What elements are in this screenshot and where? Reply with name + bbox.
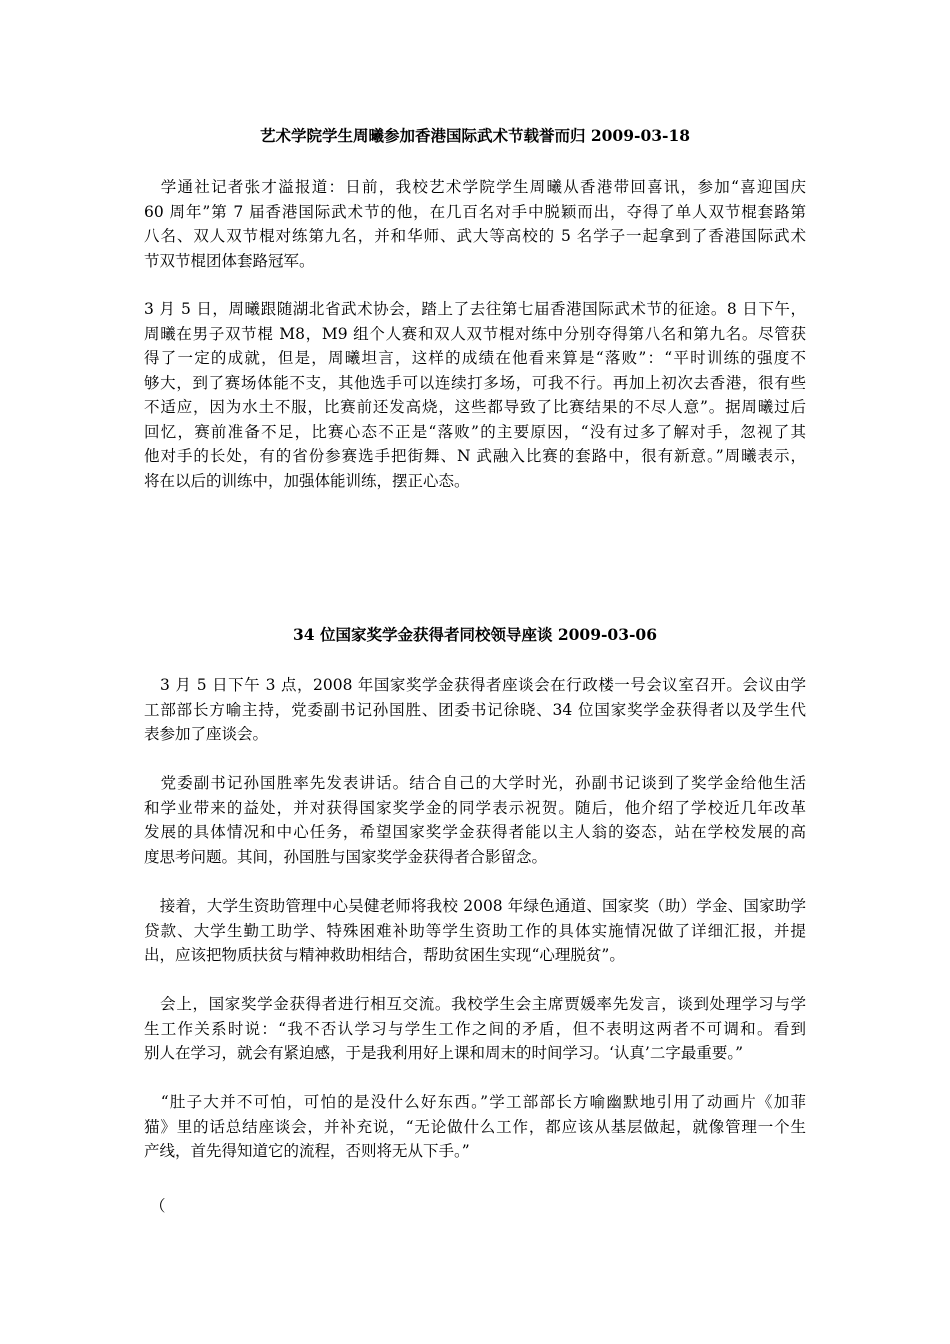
article-2-title: 34 位国家奖学金获得者同校领导座谈 2009-03-06 — [292, 625, 657, 644]
text-line: 3 月 5 日下午 3 点，2008 年国家奖学金获得者座谈会在行政楼一号会议室召开。会议由学 — [144, 676, 806, 694]
text-line: 60 周年”第 7 届香港国际武术节的他，在几百名对手中脱颖而出，夺得了单人双节棍套路第 — [144, 202, 806, 221]
text-line: 党委副书记孙国胜率先发表讲话。结合自己的大学时光，孙副书记谈到了奖学金给他生活 — [144, 774, 806, 792]
text-line: 节双节棍团体套路冠军。 — [144, 251, 315, 270]
text-line: 别人在学习，就会有紧迫感，于是我利用好上课和周末的时间学习。‘认真’二字最重要。” — [144, 1044, 744, 1062]
text-line: 八名、双人双节棍对练第九名，并和华师、武大等高校的 5 名学子一起拿到了香港国际武术 — [144, 227, 806, 245]
text-line: 工部部长方喻主持，党委副书记孙国胜、团委书记徐晓、34 位国家奖学金获得者以及学生代 — [144, 700, 806, 719]
article-1-title: 艺术学院学生周曦参加香港国际武术节载誉而归 2009-03-18 — [259, 126, 691, 145]
text-line: 发展的具体情况和中心任务，希望国家奖学金获得者能以主人翁的姿态，站在学校发展的高 — [144, 823, 806, 841]
text-line: 贷款、大学生勤工助学、特殊困难补助等学生资助工作的具体实施情况做了详细汇报，并提 — [144, 921, 806, 940]
text-line: 将在以后的训练中，加强体能训练，摆正心态。 — [144, 471, 470, 490]
text-line: 学通社记者张才溢报道：日前，我校艺术学院学生周曦从香港带回喜讯，参加“喜迎国庆 — [144, 178, 806, 196]
article-1-paragraph-2 — [144, 297, 806, 493]
text-line: 产线，首先得知道它的流程，否则将无从下手。” — [144, 1142, 470, 1160]
article-1-paragraph-1 — [144, 175, 806, 273]
text-line: 接着，大学生资助管理中心吴健老师将我校 2008 年绿色通道、国家奖（助）学金、国家助学 — [144, 897, 806, 915]
text-line: 度思考问题。其间，孙国胜与国家奖学金获得者合影留念。 — [144, 847, 548, 866]
article-2-paragraph-4 — [144, 992, 806, 1066]
text-line: 猫》里的话总结座谈会，并补充说，“无论做什么工作，都应该从基层做起，就像管理一个生 — [144, 1117, 806, 1136]
article-2-paragraph-2 — [144, 771, 806, 869]
article-2-paragraph-5 — [144, 1090, 806, 1164]
article-2-paragraph-3 — [144, 894, 806, 968]
text-line: 和学业带来的益处，并对获得国家奖学金的同学表示祝贺。随后，他介绍了学校近几年改革 — [144, 798, 806, 817]
text-line: 表参加了座谈会。 — [144, 725, 269, 743]
trailing-fragment: （ — [150, 1197, 166, 1215]
text-line: 得了一定的成就，但是，周曦坦言，这样的成绩在他看来算是“落败”：“平时训练的强度不 — [144, 349, 806, 367]
text-line: 不适应，因为水土不服，比赛前还发高烧，这些都导致了比赛结果的不尽人意”。据周曦过后 — [144, 398, 806, 416]
text-line: 3 月 5 日，周曦跟随湖北省武术协会，踏上了去往第七届香港国际武术节的征途。8 日下午， — [144, 300, 806, 318]
text-line: 他对手的长处，有的省份参赛选手把街舞、N 武融入比赛的套路中，很有新意。”周曦表示， — [144, 447, 806, 465]
text-line: “肚子大并不可怕，可怕的是没什么好东西。”学工部部长方喻幽默地引用了动画片《加菲 — [144, 1093, 806, 1111]
text-line: 生工作关系时说：“我不否认学习与学生工作之间的矛盾，但不表明这两者不可调和。看到 — [144, 1019, 806, 1038]
text-line: 会上，国家奖学金获得者进行相互交流。我校学生会主席贾媛率先发言，谈到处理学习与学 — [144, 995, 806, 1013]
text-line: 回忆，赛前准备不足，比赛心态不正是“落败”的主要原因，“没有过多了解对手，忽视了其 — [144, 422, 806, 441]
text-line: 出，应该把物质扶贫与精神救助相结合，帮助贫困生实现“心理脱贫”。 — [144, 946, 625, 964]
article-2-paragraph-1 — [144, 673, 806, 747]
text-line: 周曦在男子双节棍 M8，M9 组个人赛和双人双节棍对练中分别夺得第八名和第九名。尽管获 — [144, 324, 806, 343]
text-line: 够大，到了赛场体能不支，其他选手可以连续打多场，可我不行。再加上初次去香港，很有些 — [144, 373, 806, 392]
